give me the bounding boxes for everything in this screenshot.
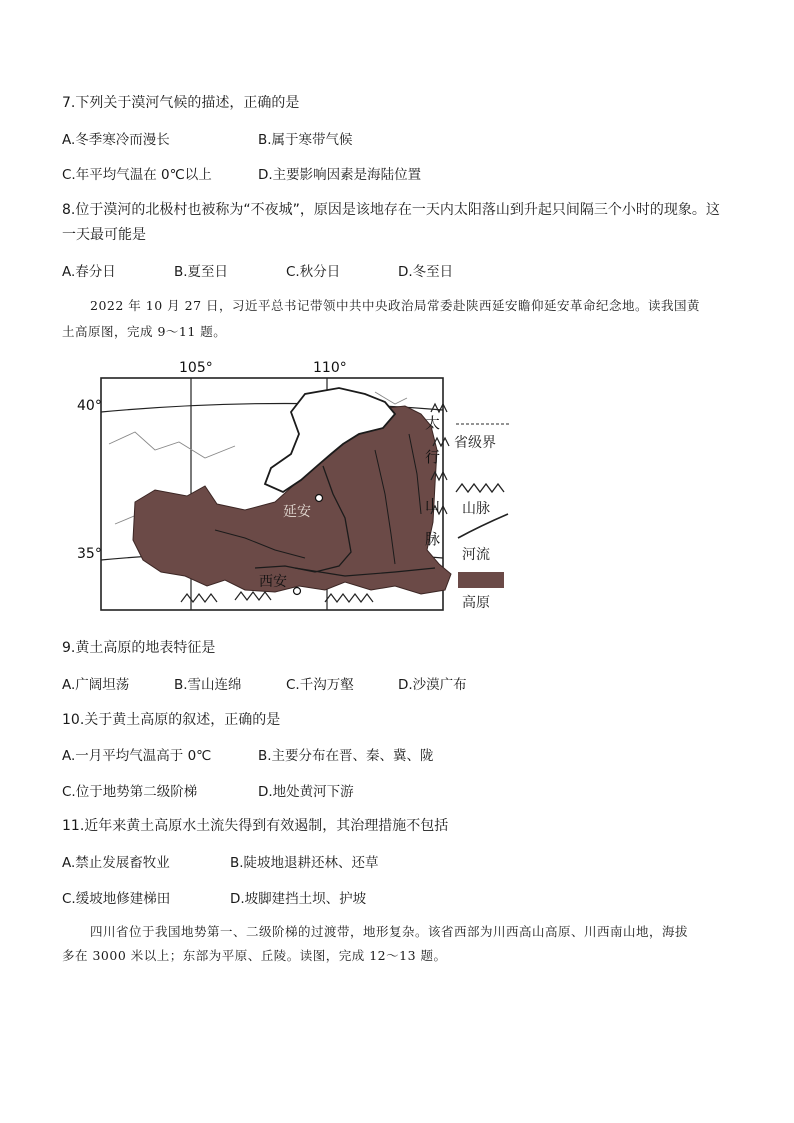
lon-110-label: 110° [313, 360, 347, 376]
yanan-dot [316, 495, 323, 502]
q8-stem-line1: 8.位于漠河的北极村也被称为“不夜城”，原因是该地存在一天内太阳落山到升起只间隔三个小时的现象。这 [62, 202, 720, 218]
q11-stem: 11.近年来黄土高原水土流失得到有效遏制，其治理措施不包括 [62, 818, 449, 834]
mountain-char-2: 行 [425, 448, 441, 466]
lon-105-label: 105° [179, 360, 213, 376]
q8-stem-line2: 一天最可能是 [62, 227, 146, 243]
q7-option-c: C.年平均气温在 0℃以上 [62, 167, 212, 183]
q8-option-c: C.秋分日 [286, 264, 341, 280]
legend-mountain-symbol [456, 484, 504, 492]
map-legend [450, 414, 520, 614]
q11-option-d: D.坡脚建挡土坝、护坡 [230, 891, 367, 907]
mountain-char-3: 山 [425, 496, 441, 514]
intro1-line1: 2022 年 10 月 27 日，习近平总书记带领中共中央政治局常委赴陕西延安瞻仰延安革命纪念地。读我国黄 [90, 298, 700, 313]
q9-option-b: B.雪山连绵 [174, 677, 242, 693]
q8-option-a: A.春分日 [62, 264, 116, 280]
q9-option-d: D.沙漠广布 [398, 677, 467, 693]
q11-option-c: C.缓坡地修建梯田 [62, 891, 171, 907]
mountain-char-4: 脉 [425, 530, 441, 548]
legend-mountain-label: 山脉 [462, 501, 490, 517]
q10-stem: 10.关于黄土高原的叙述，正确的是 [62, 712, 281, 728]
xian-dot [294, 588, 301, 595]
q7-stem: 7.下列关于漠河气候的描述，正确的是 [62, 95, 300, 111]
lat-40-label: 40° [77, 398, 102, 414]
legend-boundary-label: 省级界 [454, 435, 496, 451]
q11-option-a: A.禁止发展畜牧业 [62, 855, 170, 871]
lat-35-label: 35° [77, 546, 102, 562]
yanan-label: 延安 [283, 504, 311, 520]
q8-option-d: D.冬至日 [398, 264, 454, 280]
q11-option-b: B.陡坡地退耕还林、还草 [230, 855, 379, 871]
intro2-line1: 四川省位于我国地势第一、二级阶梯的过渡带，地形复杂。该省西部为川西高山高原、川西南山地，海拔 [90, 924, 689, 939]
q10-option-c: C.位于地势第二级阶梯 [62, 784, 198, 800]
q8-option-b: B.夏至日 [174, 264, 229, 280]
legend-river-label: 河流 [462, 547, 490, 563]
mountain-char-1: 太 [425, 414, 441, 432]
q9-stem: 9.黄土高原的地表特征是 [62, 640, 216, 656]
q10-option-a: A.一月平均气温高于 0℃ [62, 748, 212, 764]
intro2-line2: 多在 3000 米以上；东部为平原、丘陵。读图，完成 12～13 题。 [62, 948, 447, 963]
q9-option-a: A.广阔坦荡 [62, 677, 130, 693]
legend-plateau-symbol [458, 572, 504, 588]
intro1-line2: 土高原图，完成 9～11 题。 [62, 324, 227, 339]
q7-option-d: D.主要影响因素是海陆位置 [258, 167, 422, 183]
q7-option-a: A.冬季寒冷而漫长 [62, 132, 170, 148]
q9-option-c: C.千沟万壑 [286, 677, 354, 693]
xian-label: 西安 [259, 574, 287, 590]
q10-option-d: D.地处黄河下游 [258, 784, 354, 800]
q7-option-b: B.属于寒带气候 [258, 132, 353, 148]
legend-plateau-label: 高原 [462, 595, 490, 611]
q10-option-b: B.主要分布在晋、秦、冀、陇 [258, 748, 434, 764]
